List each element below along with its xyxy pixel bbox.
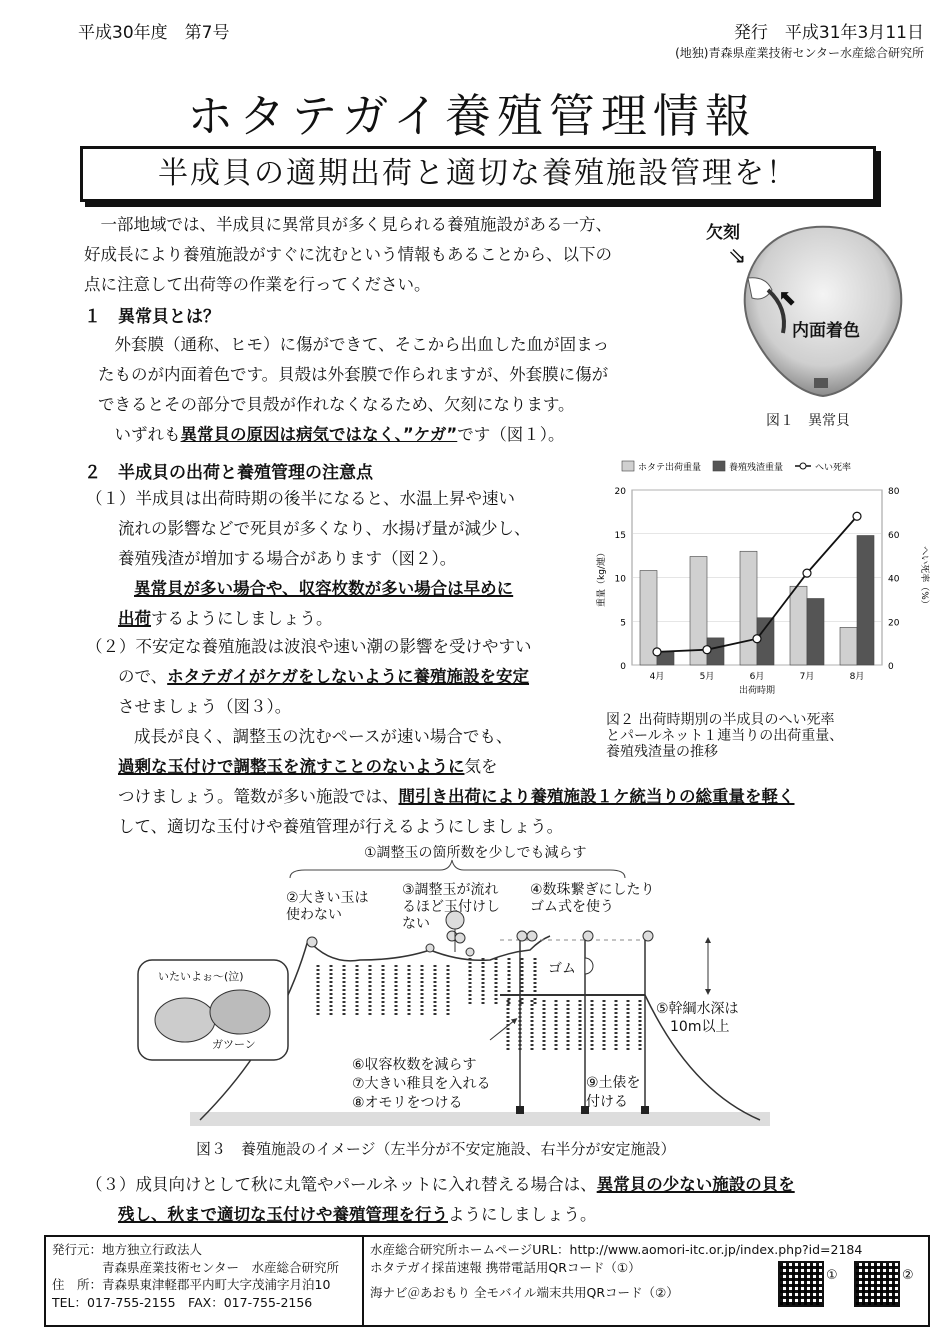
notch-label: 欠刻	[706, 223, 740, 243]
text: るほど玉付けし	[402, 899, 500, 915]
item2-line	[118, 782, 918, 812]
caption-line: とパールネット１連当りの出荷重量、	[606, 728, 844, 744]
line-point	[703, 646, 711, 654]
section2-item3	[86, 1170, 926, 1230]
line-point	[653, 648, 661, 656]
item3-line	[86, 1170, 926, 1200]
text: するようにしましょう。	[151, 609, 333, 628]
section2-item2-cont	[118, 782, 918, 842]
item1-line	[86, 604, 606, 634]
section1-line: 外套膜（通称、ヒモ）に傷ができて、そこから出血した血が固まっ	[114, 335, 610, 354]
label-3	[402, 882, 500, 933]
footer-line: ホタテガイ採苗速報 携帯電話用QRコード（①）	[370, 1259, 641, 1275]
y-right-tick-label: 40	[888, 574, 900, 585]
footer-publisher	[46, 1237, 364, 1325]
y-tick-label: 15	[614, 530, 626, 541]
x-tick-label: 5月	[699, 672, 715, 682]
label-5	[656, 1000, 739, 1036]
footer-line: 住 所：青森県東津軽郡平内町大字茂浦字月泊10	[52, 1277, 331, 1292]
text: （３）成貝向けとして秋に丸篭やパールネットに入れ替える場合は、	[86, 1175, 597, 1194]
legend-swatch	[800, 463, 806, 469]
text: 10m以上	[670, 1019, 730, 1035]
line-point	[853, 512, 861, 520]
qr-label: ②	[902, 1268, 914, 1283]
y-tick-label: 5	[620, 618, 626, 629]
item2-line	[86, 752, 606, 782]
chart-legend	[622, 461, 851, 473]
label-6-8	[352, 1056, 491, 1113]
item2-line	[86, 662, 606, 692]
legend-swatch	[713, 461, 725, 471]
emphasis-text: 出荷	[118, 609, 151, 628]
text: ③調整玉が流れ	[402, 882, 499, 898]
label-4	[530, 882, 655, 916]
label-9	[586, 1074, 641, 1112]
section2-heading: ２ 半成貝の出荷と養殖管理の注意点	[84, 463, 373, 483]
homepage-url[interactable]: 水産総合研究所ホームページURL：http://www.aomori-itc.or.jp/index.php?id=2184	[370, 1242, 863, 1257]
x-tick-label: 6月	[749, 672, 765, 682]
qr-label: ①	[826, 1268, 838, 1283]
emphasis-text: 残し、秋まで適切な玉付けや養殖管理を行う	[118, 1205, 448, 1224]
intro-line: 一部地域では、半成貝に異常貝が多く見られる養殖施設がある一方、	[100, 215, 612, 234]
y-tick-label: 10	[614, 574, 626, 585]
bar	[790, 586, 807, 665]
text: ない	[402, 916, 430, 932]
bar	[840, 627, 857, 665]
shipment-chart	[592, 455, 932, 710]
footer-line: TEL：017-755-2155 FAX：017-755-2156	[52, 1294, 313, 1310]
qr-code-2[interactable]	[854, 1261, 900, 1307]
text: ゴム式を使う	[530, 899, 614, 915]
chart-bars	[640, 536, 874, 666]
emphasis-text: 異常貝の原因は病気ではなく、”ケガ”	[180, 425, 458, 444]
text: つけましょう。篭数が多い施設では、	[118, 787, 399, 806]
section1-heading: １ 異常貝とは？	[84, 307, 220, 327]
text: ようにしましょう。	[448, 1205, 597, 1224]
line-point	[753, 635, 761, 643]
figure3-caption: 図３ 養殖施設のイメージ（左半分が不安定施設、右半分が安定施設）	[196, 1140, 676, 1158]
scallop-shell-image	[728, 218, 918, 408]
text: 気を	[464, 757, 498, 776]
y-tick-label: 0	[620, 662, 626, 672]
legend-swatch	[622, 461, 634, 471]
text: いずれも	[114, 425, 181, 444]
text: 付ける	[586, 1094, 628, 1110]
text: 使わない	[286, 907, 342, 923]
bubble-text: ガツーン	[212, 1038, 256, 1051]
legend-label: 養殖残渣重量	[729, 463, 784, 473]
item1-line: 養殖残渣が増加する場合があります（図２）。	[118, 549, 457, 568]
item1-line: 流れの影響などで死貝が多くなり、水揚げ量が減少し、	[118, 519, 531, 538]
bar	[807, 599, 824, 666]
text: ②大きい玉は	[286, 890, 369, 906]
label-2	[286, 890, 369, 924]
headline-banner: 半成貝の適期出荷と適切な養殖施設管理を！	[80, 146, 876, 202]
y-right-tick-label: 0	[888, 662, 894, 672]
section1-body	[98, 330, 718, 450]
page-title: ホタテガイ養殖管理情報	[187, 89, 757, 143]
arrow-icon: ⇘	[728, 244, 747, 269]
inner-coloring-label: 内面着色	[792, 321, 860, 341]
item2-line: させましょう（図３）。	[118, 697, 292, 716]
legend-label: へい死率	[815, 463, 852, 473]
qr-code-1[interactable]	[778, 1261, 824, 1307]
issue-number: 平成30年度 第7号	[78, 23, 230, 43]
item1-emphasis: 異常貝が多い場合や、収容枚数が多い場合は早めに	[134, 579, 514, 598]
publisher-org: (地独)青森県産業技術センター水産総合研究所	[675, 46, 924, 60]
y-tick-label: 20	[614, 487, 626, 497]
rubber-label: ゴム	[548, 961, 576, 977]
section1-line: たものが内面着色です。貝殻は外套膜で作られますが、外套膜に傷が	[98, 365, 609, 384]
intro-paragraph	[84, 210, 714, 300]
item2-line: して、適切な玉付けや養殖管理が行えるようにしましょう。	[118, 817, 564, 836]
bar	[857, 536, 874, 666]
item3-line	[86, 1200, 926, 1230]
y-right-tick-label: 20	[888, 618, 900, 629]
line-point	[803, 569, 811, 577]
item1-line: （１）半成貝は出荷時期の後半になると、水温上昇や速い	[86, 489, 515, 508]
caption-line: 図２ 出荷時期別の半成貝のへい死率	[606, 712, 835, 728]
y-right-tick-label: 80	[888, 487, 900, 497]
x-tick-label: 4月	[649, 672, 665, 682]
footer-line: 発行元：地方独立行政法人	[52, 1242, 203, 1257]
section1-conclusion	[98, 420, 718, 450]
bar	[740, 551, 757, 665]
figure3-labels	[0, 840, 944, 1158]
figure1-caption: 図１ 異常貝	[766, 413, 850, 429]
text: です（図１）。	[457, 425, 565, 444]
issue-date: 発行 平成31年3月11日	[733, 23, 924, 43]
label-1: ①調整玉の箇所数を少しでも減らす	[364, 845, 587, 861]
legend-label: ホタテ出荷重量	[638, 463, 702, 473]
footer	[44, 1235, 930, 1327]
y-axis-label: 重量（kg/連）	[597, 548, 607, 607]
caption-line: 養殖残渣量の推移	[606, 744, 718, 760]
arrow-icon: ⬉	[778, 286, 797, 311]
item2-line: （２）不安定な養殖施設は波浪や速い潮の影響を受けやすい	[86, 637, 532, 656]
bubble-text: いたいよぉ～(泣)	[158, 970, 244, 983]
emphasis-text: 間引き出荷により養殖施設１ケ統当りの総重量を軽く	[398, 787, 795, 806]
y-right-tick-label: 60	[888, 530, 900, 541]
footer-links	[364, 1237, 928, 1325]
section2-item2	[86, 632, 606, 782]
text: ④数珠繋ぎにしたり	[530, 882, 655, 898]
text: ⑨土俵を	[586, 1075, 641, 1091]
figure2-caption	[606, 712, 843, 760]
intro-line: 点に注意して出荷等の作業を行ってください。	[84, 275, 431, 294]
text: ⑦大きい稚貝を入れる	[352, 1076, 491, 1092]
y-right-axis-label: へい死率（%）	[919, 546, 929, 609]
text: ⑥収容枚数を減らす	[352, 1057, 477, 1073]
x-tick-label: 7月	[799, 672, 815, 682]
footer-line: 海ナビ＠あおもり 全モバイル端末共用QRコード（②）	[370, 1285, 679, 1300]
item2-line: 成長が良く、調整玉の沈むペースが速い場合でも、	[134, 727, 513, 746]
intro-line: 好成長により養殖施設がすぐに沈むという情報もあることから、以下の	[84, 245, 612, 264]
text: ⑤幹綱水深は	[656, 1001, 739, 1017]
section1-line: できるとその部分で貝殻が作れなくなるため、欠刻になります。	[98, 395, 575, 414]
text: ⑧オモリをつける	[352, 1095, 463, 1111]
emphasis-text: ホタテガイがケガをしないように養殖施設を安定	[167, 667, 530, 686]
text: ので、	[118, 667, 168, 686]
emphasis-text: 異常貝の少ない施設の貝を	[596, 1175, 795, 1194]
footer-line: 青森県産業技術センター 水産総合研究所	[52, 1259, 340, 1275]
emphasis-text: 過剰な玉付けで調整玉を流すことのないように	[118, 757, 465, 776]
x-tick-label: 8月	[849, 672, 865, 682]
x-axis-label: 出荷時期	[738, 686, 776, 696]
section2-item1	[86, 484, 606, 634]
